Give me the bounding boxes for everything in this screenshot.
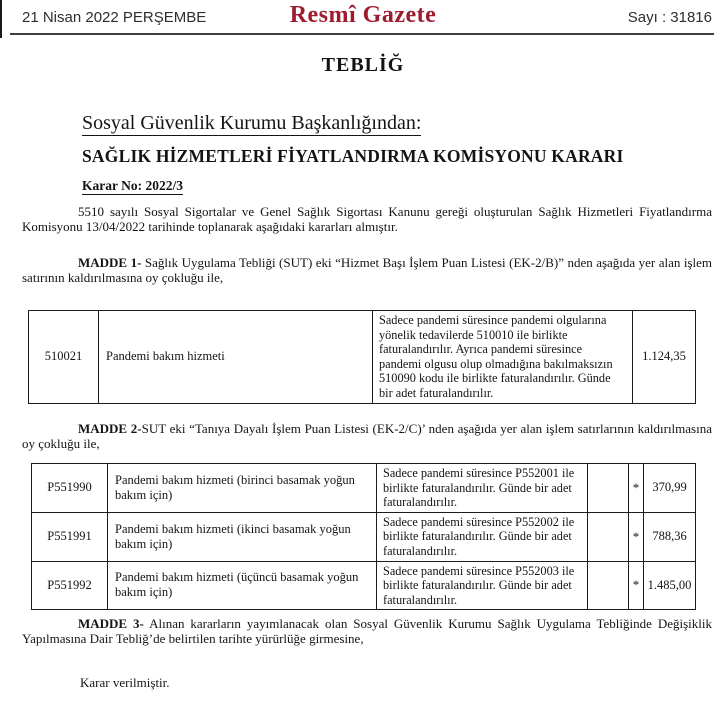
procedure-value-cell: 1.485,00 xyxy=(644,561,696,610)
procedure-description-cell: Sadece pandemi süresince pandemi olgularına yönelik tedavilerde 510010 ile birlikte faturalandırılır. Ayrıca pandemi süresince pandemi olgusu olup olmadığına bakılmaksızın 510090 kodu ile birlikte faturalandırılır. Günde bir adet faturalandırılır. xyxy=(373,311,633,404)
decision-number-text: Karar No: 2022/3 xyxy=(82,178,183,193)
masthead-divider xyxy=(10,33,714,35)
procedure-code-cell: 510021 xyxy=(29,311,99,404)
procedure-name-cell: Pandemi bakım hizmeti xyxy=(99,311,373,404)
decision-title: SAĞLIK HİZMETLERİ FİYATLANDIRMA KOMİSYONU KARARI xyxy=(82,146,624,166)
table-row xyxy=(32,561,696,610)
empty-cell xyxy=(588,464,629,513)
issuing-authority xyxy=(82,112,421,135)
asterisk-cell: * xyxy=(629,464,644,513)
procedure-name-cell: Pandemi bakım hizmeti (birinci basamak yoğun bakım için) xyxy=(108,464,377,513)
empty-cell xyxy=(588,561,629,610)
procedure-code-cell: P551990 xyxy=(32,464,108,513)
madde1-text: Sağlık Uygulama Tebliği (SUT) eki “Hizmet Başı İşlem Puan Listesi (EK-2/B)” nden aşağıda yer alan işlem satırının kaldırılmasına oy çokluğu ile, xyxy=(22,255,712,285)
procedure-name-cell: Pandemi bakım hizmeti (üçüncü basamak yoğun bakım için) xyxy=(108,561,377,610)
madde3-paragraph xyxy=(22,617,712,646)
procedure-value-cell: 370,99 xyxy=(644,464,696,513)
procedure-value-cell: 1.124,35 xyxy=(633,311,696,404)
procedure-description-cell: Sadece pandemi süresince P552002 ile birlikte faturalandırılır. Günde bir adet faturalandırılır. xyxy=(377,512,588,561)
empty-cell xyxy=(588,512,629,561)
madde3-text: Alınan kararların yayımlanacak olan Sosyal Güvenlik Kurumu Sağlık Uygulama Tebliğinde Değişiklik Yapılmasına Dair Tebliğ’de belirtilen tarihte yürürlüğe girmesine, xyxy=(22,616,712,646)
procedure-value-cell: 788,36 xyxy=(644,512,696,561)
asterisk-cell: * xyxy=(629,561,644,610)
procedure-name-cell: Pandemi bakım hizmeti (ikinci basamak yoğun bakım için) xyxy=(108,512,377,561)
procedure-description-cell: Sadece pandemi süresince P552003 ile birlikte faturalandırılır. Günde bir adet faturalandırılır. xyxy=(377,561,588,610)
issuing-authority-text: Sosyal Güvenlik Kurumu Başkanlığından: xyxy=(82,112,422,134)
procedure-code-cell: P551991 xyxy=(32,512,108,561)
gazette-issue-number: Sayı : 31816 xyxy=(627,9,712,26)
asterisk-cell: * xyxy=(629,512,644,561)
decision-number xyxy=(82,178,183,194)
madde2-label: MADDE 2- xyxy=(78,421,142,436)
procedure-table-ek2b xyxy=(28,310,696,404)
table-row xyxy=(32,512,696,561)
procedure-code-cell: P551992 xyxy=(32,561,108,610)
procedure-description-cell: Sadece pandemi süresince P552001 ile birlikte faturalandırılır. Günde bir adet faturalandırılır. xyxy=(377,464,588,513)
closing-text: Karar verilmiştir. xyxy=(80,675,170,690)
gazette-masthead: Resmî Gazete xyxy=(289,2,437,28)
madde1-paragraph xyxy=(22,256,712,285)
procedure-table-ek2c xyxy=(31,463,696,610)
table-row xyxy=(32,464,696,513)
madde2-paragraph xyxy=(22,422,712,451)
madde1-label: MADDE 1- xyxy=(78,255,142,270)
intro-paragraph: 5510 sayılı Sosyal Sigortalar ve Genel Sağlık Sigortası Kanunu gereği oluşturulan Sağlık Hizmetleri Fiyatlandırma Komisyonu 13/04/2022 tarihinde toplanarak aşağıdaki kararları almıştır. xyxy=(22,204,712,234)
madde3-label: MADDE 3- xyxy=(78,616,144,631)
madde2-text: SUT eki “Tanıya Dayalı İşlem Puan Listesi (EK-2/C)’ nden aşağıda yer alan işlem satırlarının kaldırılmasına oy çokluğu ile, xyxy=(22,421,712,451)
gazette-date: 21 Nisan 2022 PERŞEMBE xyxy=(22,9,207,26)
table-row xyxy=(29,311,696,404)
section-title: TEBLİĞ xyxy=(321,54,405,76)
